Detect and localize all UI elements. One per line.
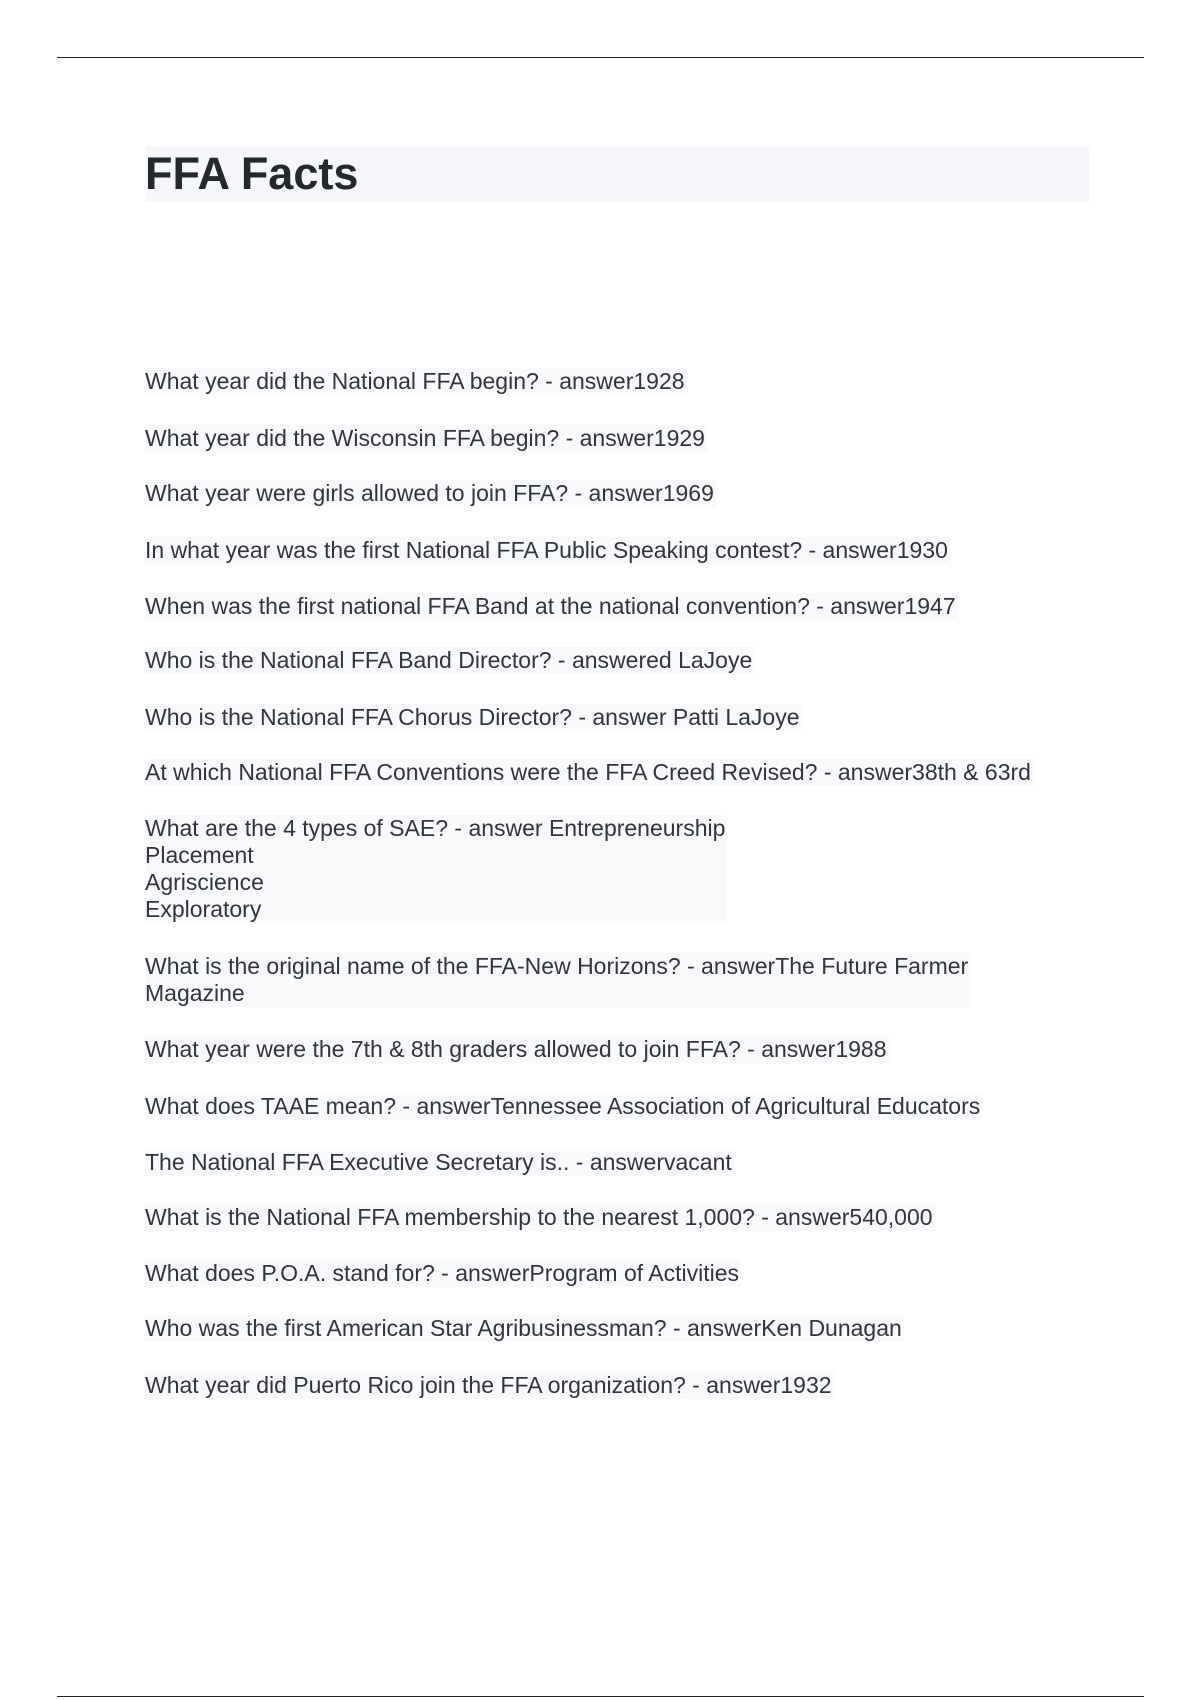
qa-item-17: [145, 1372, 834, 1399]
qa-item-8: [145, 759, 1033, 786]
qa-item-9: [145, 815, 727, 923]
qa-text: Who is the National FFA Band Director? - answered LaJoye: [145, 647, 753, 673]
qa-item-12: [145, 1093, 982, 1120]
qa-text: What year did Puerto Rico join the FFA organization? - answer1932: [145, 1372, 832, 1398]
qa-item-14: [145, 1204, 935, 1231]
top-rule: [57, 57, 1144, 58]
page-title: FFA Facts: [145, 148, 359, 199]
qa-text: What are the 4 types of SAE? - answer Entrepreneurship: [145, 815, 726, 841]
qa-item-2: [145, 425, 707, 452]
qa-text: What year did the Wisconsin FFA begin? - answer1929: [145, 425, 705, 451]
qa-item-15: [145, 1260, 741, 1287]
qa-item-4: [145, 537, 950, 564]
qa-text: In what year was the first National FFA Public Speaking contest? - answer1930: [145, 537, 948, 563]
qa-text: What is the original name of the FFA-New Horizons? - answerThe Future Farmer: [145, 953, 969, 979]
qa-text: Who was the first American Star Agribusinessman? - answerKen Dunagan: [145, 1315, 902, 1341]
qa-text: Magazine: [145, 980, 245, 1006]
qa-text: What does P.O.A. stand for? - answerProgram of Activities: [145, 1260, 740, 1286]
qa-item-7: [145, 704, 802, 731]
qa-text: When was the first national FFA Band at the national convention? - answer1947: [145, 593, 956, 619]
qa-text: Exploratory: [145, 896, 262, 922]
title-block: [145, 146, 1089, 202]
qa-text: What is the National FFA membership to the nearest 1,000? - answer540,000: [145, 1204, 933, 1230]
qa-text: At which National FFA Conventions were the FFA Creed Revised? - answer38th & 63rd: [145, 759, 1031, 785]
qa-item-1: [145, 368, 687, 395]
qa-item-3: [145, 480, 716, 507]
qa-text: What year were girls allowed to join FFA? - answer1969: [145, 480, 714, 506]
qa-item-5: [145, 593, 958, 620]
qa-text: Placement: [145, 842, 254, 868]
qa-text: What year were the 7th & 8th graders allowed to join FFA? - answer1988: [145, 1036, 887, 1062]
qa-text: Agriscience: [145, 869, 264, 895]
qa-item-6: [145, 647, 754, 674]
qa-text: What does TAAE mean? - answerTennessee Association of Agricultural Educators: [145, 1093, 981, 1119]
qa-item-11: [145, 1036, 889, 1063]
qa-text: Who is the National FFA Chorus Director? - answer Patti LaJoye: [145, 704, 800, 730]
qa-text: What year did the National FFA begin? - answer1928: [145, 368, 685, 394]
bottom-rule: [57, 1696, 1144, 1697]
qa-text: The National FFA Executive Secretary is.. - answervacant: [145, 1149, 732, 1175]
qa-item-13: [145, 1149, 734, 1176]
qa-item-16: [145, 1315, 904, 1342]
qa-item-10: [145, 953, 970, 1007]
